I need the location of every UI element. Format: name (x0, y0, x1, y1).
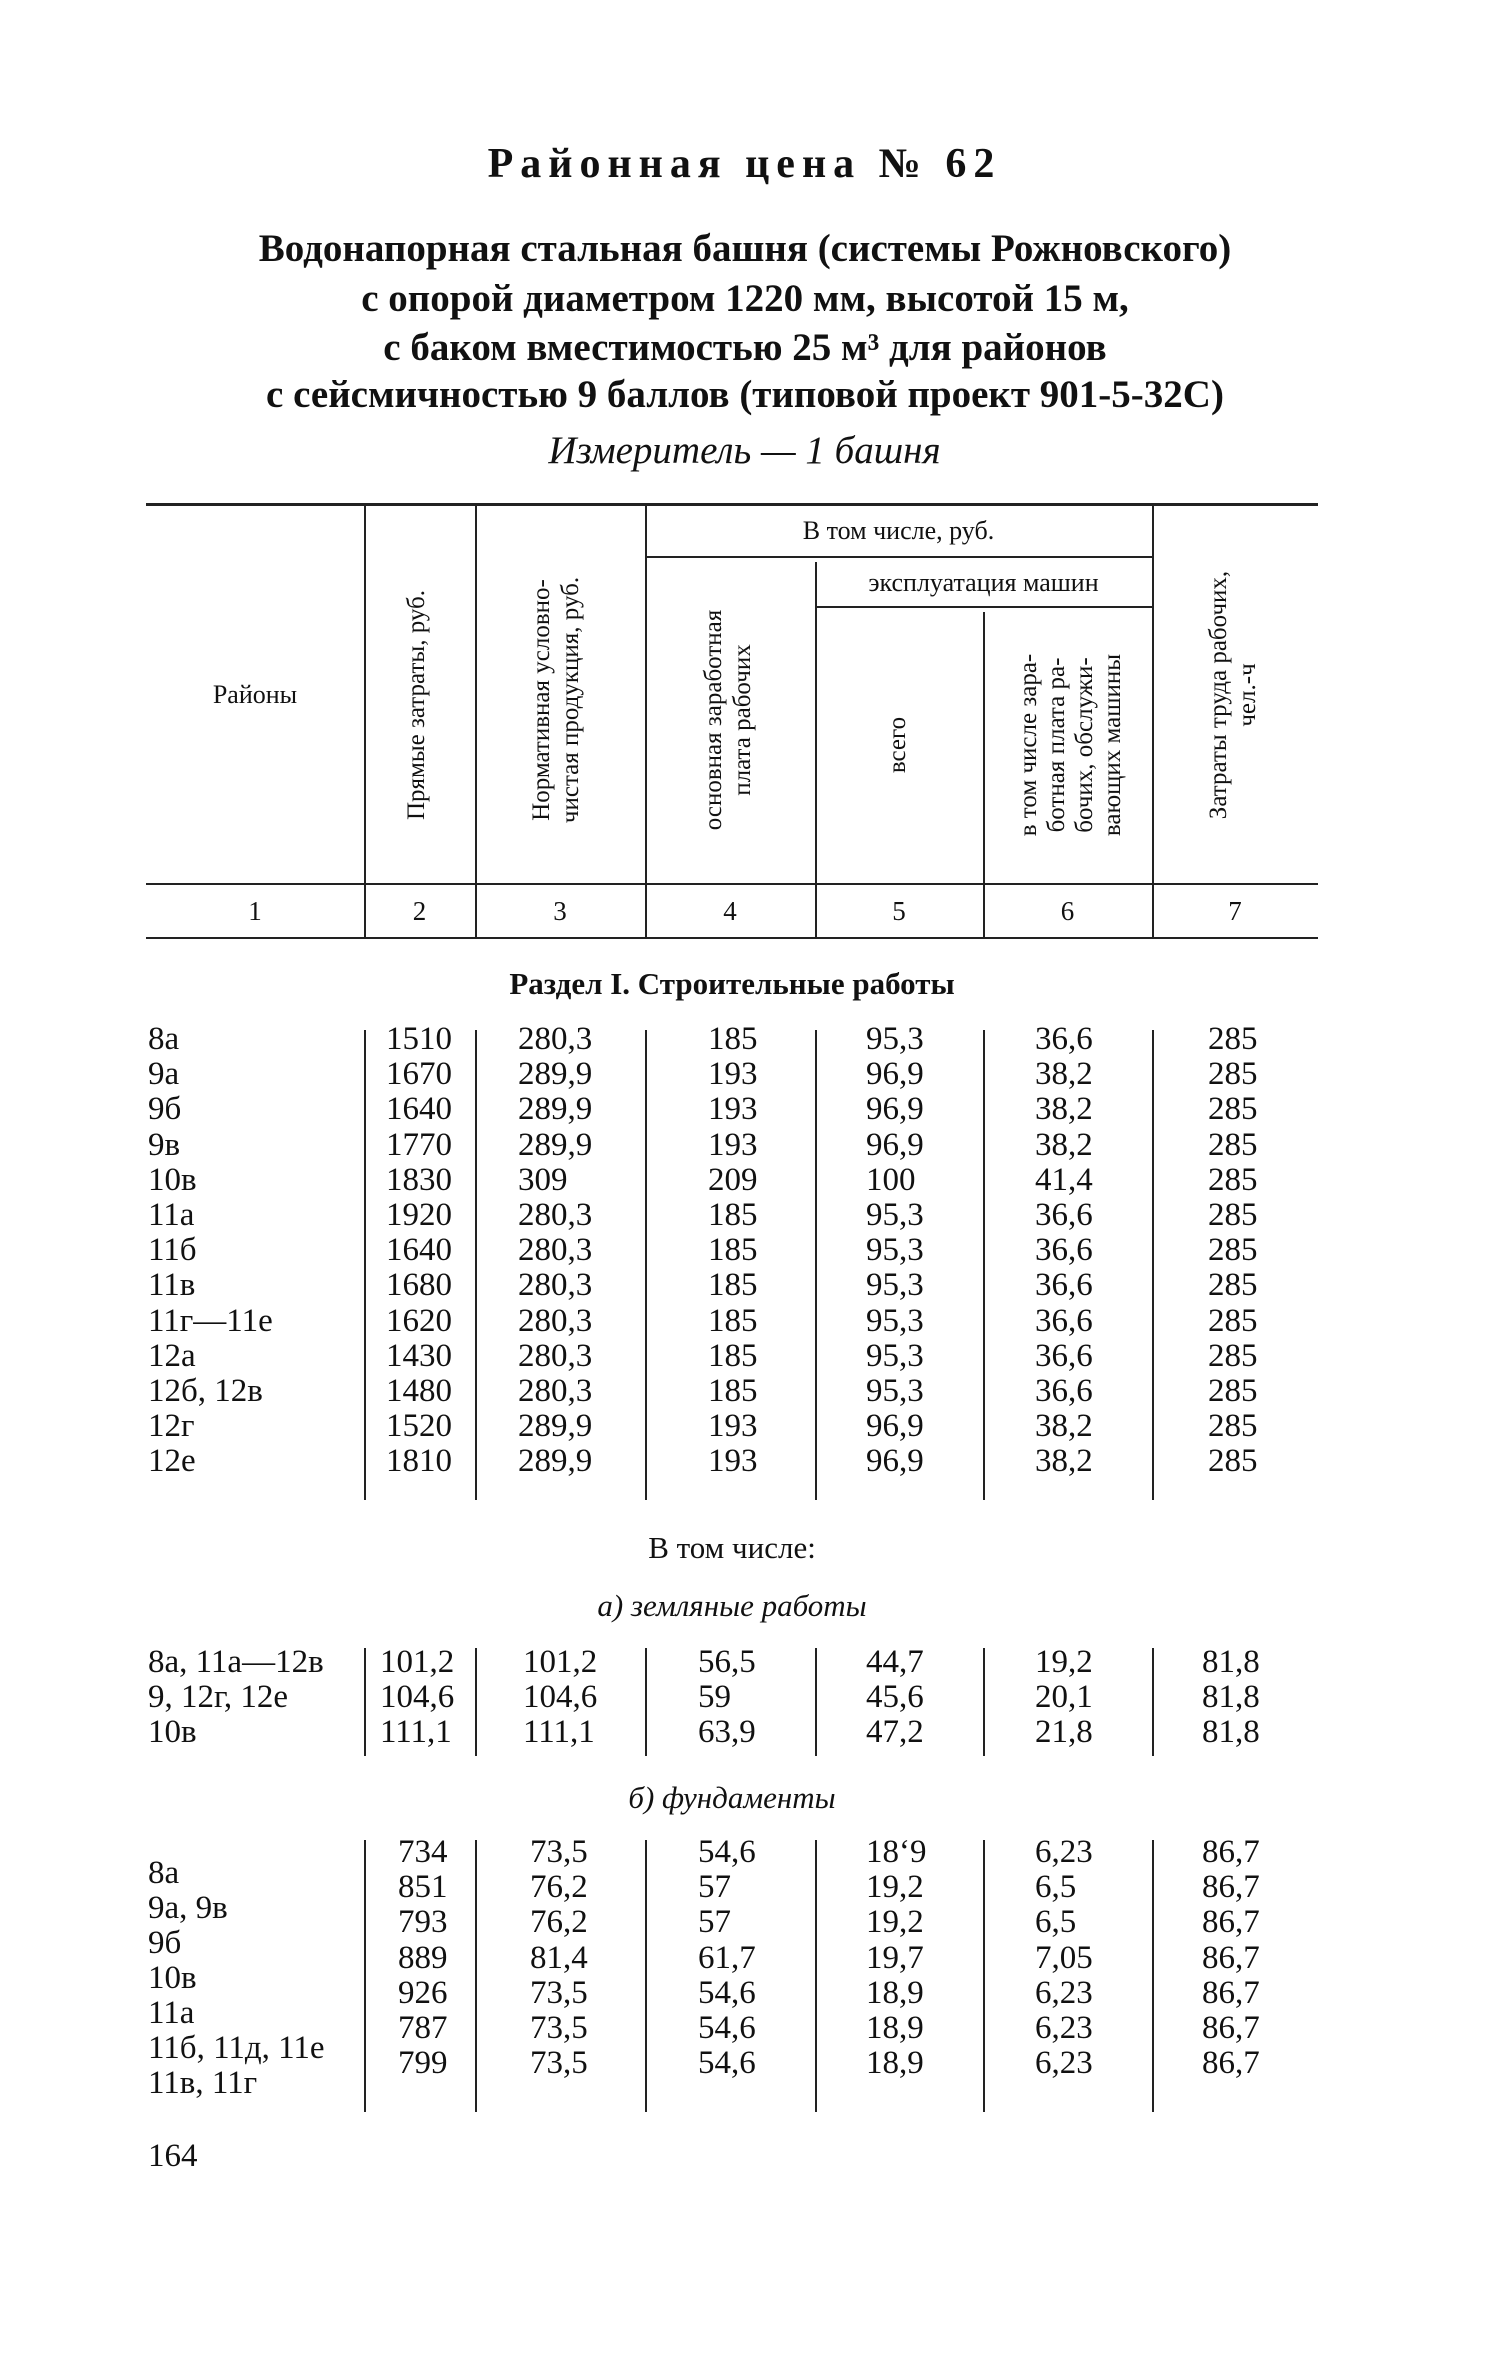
subsection-foundations-title: б) фундаменты (628, 1780, 836, 1815)
header-divider (475, 505, 477, 883)
header-divider (364, 505, 366, 883)
earthworks-machines-total: 44,7 45,6 47,2 (866, 1644, 924, 1751)
row-divider (815, 1840, 817, 2112)
header-operator-wages-l4: вающих машины (1099, 653, 1126, 837)
row-divider (645, 1840, 647, 2112)
row-divider (1152, 1030, 1154, 1500)
row-divider (645, 1030, 647, 1500)
header-wages-l2: плата рабочих (729, 644, 756, 796)
header-group: В том числе, руб. (802, 516, 995, 545)
row-divider (475, 1030, 477, 1500)
row-divider (983, 1840, 985, 2112)
section-title: Раздел I. Строительные работы (509, 966, 955, 1001)
subsection-earthworks-title: а) земляные работы (597, 1588, 867, 1623)
subgroup-rule (815, 606, 1152, 608)
foundations-wages: 54,6 57 57 61,7 54,6 54,6 54,6 (698, 1834, 756, 2082)
table-top-rule (146, 503, 1318, 506)
header-bottom-rule (146, 883, 1318, 885)
header-machine-ops: эксплуатация машин (868, 568, 1099, 597)
row-divider (364, 1840, 366, 2112)
header-labor-l1: Затраты труда рабочих, (1205, 570, 1232, 820)
earthworks-direct-costs: 101,2 104,6 111,1 (380, 1644, 455, 1751)
colnum-1: 1 (248, 896, 262, 926)
header-divider (815, 562, 817, 883)
row-divider (645, 1648, 647, 1756)
header-total: всего (884, 716, 911, 774)
header-divider (983, 612, 985, 883)
earthworks-operator-wages: 19,2 20,1 21,8 (1035, 1644, 1093, 1751)
foundations-machines-total: 18‘9 19,2 19,2 19,7 18,9 18,9 18,9 (866, 1834, 927, 2082)
section1-direct-costs: 1510 1670 1640 1770 1830 1920 1640 1680 1620 1430 1480 1520 1810 (386, 1021, 452, 1480)
colnum-6: 6 (1060, 896, 1075, 926)
foundations-operator-wages: 6,23 6,5 6,5 7,05 6,23 6,23 6,23 (1035, 1834, 1093, 2082)
measure-unit: Измеритель — 1 башня (548, 429, 941, 472)
subtitle-line-2: с опорой диаметром 1220 мм, высотой 15 м, (361, 277, 1129, 320)
header-divider (645, 505, 647, 883)
earthworks-normative: 101,2 104,6 111,1 (523, 1644, 598, 1751)
row-divider (364, 1030, 366, 1500)
section1-regions: 8а 9а 9б 9в 10в 11а 11б 11в 11г—11е 12а 12б, 12в 12г 12е (148, 1021, 273, 1480)
earthworks-regions: 8а, 11а—12в 9, 12г, 12е 10в (148, 1644, 324, 1751)
colnum-4: 4 (723, 896, 737, 926)
row-divider (475, 1840, 477, 2112)
foundations-labor: 86,7 86,7 86,7 86,7 86,7 86,7 86,7 (1202, 1834, 1260, 2082)
row-divider (983, 1030, 985, 1500)
header-direct-costs: Прямые затраты, руб. (403, 589, 430, 821)
foundations-regions: 8а 9а, 9в 9б 10в 11а 11б, 11д, 11е 11в, 11г (148, 1855, 325, 2101)
row-divider (815, 1030, 817, 1500)
section1-normative: 280,3 289,9 289,9 289,9 309 280,3 280,3 280,3 280,3 280,3 280,3 289,9 289,9 (518, 1021, 593, 1480)
row-divider (983, 1648, 985, 1756)
header-wages-l1: основная заработная (700, 609, 727, 831)
header-divider (1152, 505, 1154, 883)
header-normative-l2: чистая продукция, руб. (557, 576, 584, 824)
section1-machines-total: 95,3 96,9 96,9 96,9 100 95,3 95,3 95,3 95,3 95,3 95,3 96,9 96,9 (866, 1021, 924, 1480)
page-number: 164 (148, 2138, 198, 2174)
foundations-direct-costs: 734 851 793 889 926 787 799 (398, 1834, 448, 2082)
subtitle-line-4: с сейсмичностью 9 баллов (типовой проект 901-5-32С) (266, 373, 1224, 416)
header-operator-wages-l3: бочих, обслужи- (1071, 657, 1098, 833)
row-divider (815, 1648, 817, 1756)
header-operator-wages-l1: в том числе зара- (1015, 653, 1042, 837)
subtitle-line-1: Водонапорная стальная башня (системы Рожновского) (258, 227, 1232, 270)
header-operator-wages-l2: ботная плата ра- (1043, 657, 1070, 833)
earthworks-labor: 81,8 81,8 81,8 (1202, 1644, 1260, 1751)
including-label: В том числе: (648, 1530, 816, 1565)
header-normative-l1: Нормативная условно- (528, 579, 555, 821)
section1-labor: 285 285 285 285 285 285 285 285 285 285 285 285 285 (1208, 1021, 1258, 1480)
header-labor-l2: чел.-ч (1234, 663, 1261, 727)
row-divider (1152, 1648, 1154, 1756)
row-divider (475, 1648, 477, 1756)
colnum-7: 7 (1228, 896, 1242, 926)
section1-wages: 185 193 193 193 209 185 185 185 185 185 185 193 193 (708, 1021, 758, 1480)
page-title: Районная цена № 62 (487, 141, 1002, 187)
foundations-normative: 73,5 76,2 76,2 81,4 73,5 73,5 73,5 (530, 1834, 588, 2082)
colnum-2: 2 (412, 896, 427, 926)
subtitle-line-3: с баком вместимостью 25 м³ для районов (383, 326, 1107, 369)
section1-operator-wages: 36,6 38,2 38,2 38,2 41,4 36,6 36,6 36,6 36,6 36,6 36,6 38,2 38,2 (1035, 1021, 1093, 1480)
colnum-bottom-rule (146, 937, 1318, 939)
colnum-3: 3 (553, 896, 567, 926)
header-regions: Районы (212, 680, 298, 709)
earthworks-wages: 56,5 59 63,9 (698, 1644, 756, 1751)
row-divider (1152, 1840, 1154, 2112)
colnum-5: 5 (892, 896, 906, 926)
row-divider (364, 1648, 366, 1756)
group-rule (645, 556, 1152, 558)
